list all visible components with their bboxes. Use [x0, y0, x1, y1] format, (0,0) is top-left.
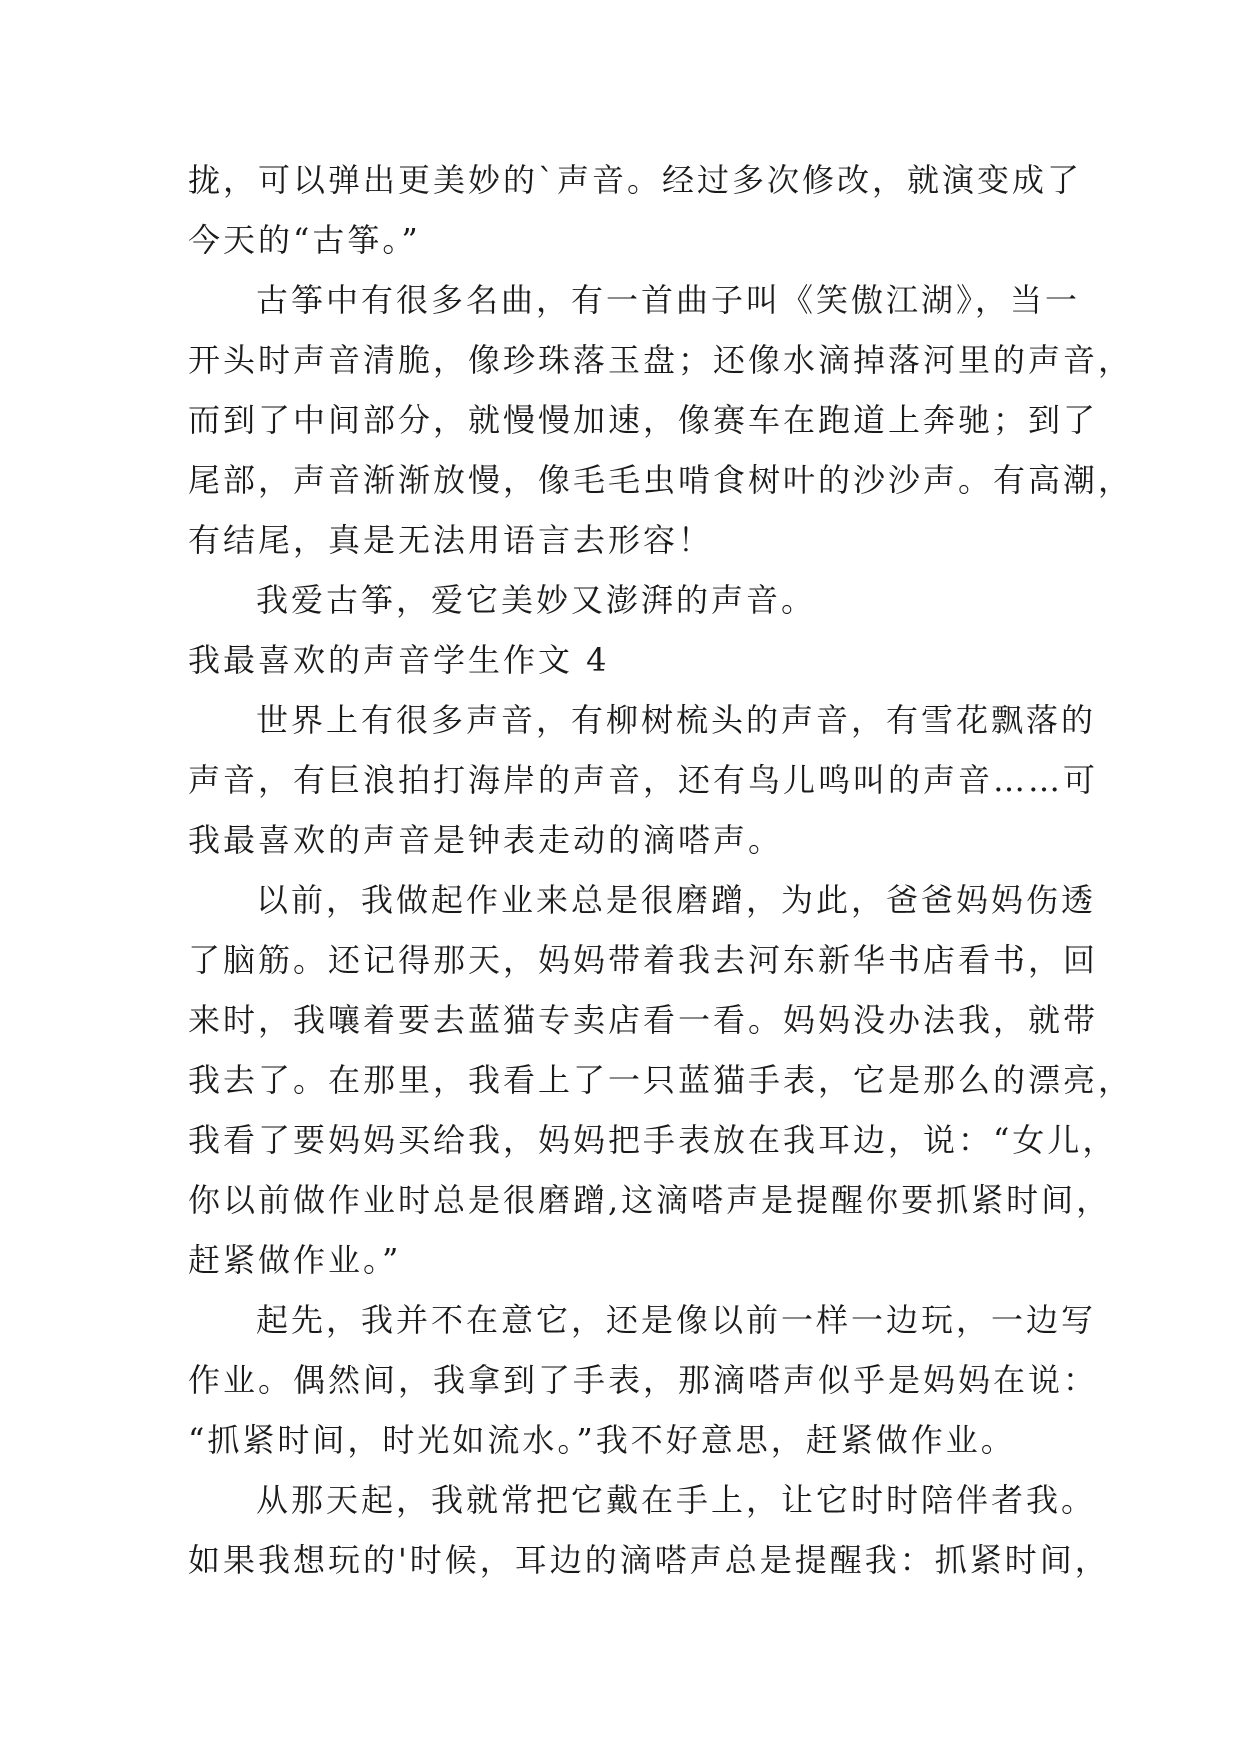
- text-line: 我爱古筝，爱它美妙又澎湃的声音。: [256, 581, 817, 619]
- text-line: 有结尾，真是无法用语言去形容！: [188, 521, 714, 559]
- text-line: 古筝中有很多名曲，有一首曲子叫《笑傲江湖》，当一: [256, 281, 1081, 319]
- text-line: 今天的“古筝。”: [188, 221, 421, 259]
- text-line: 而到了中间部分，就慢慢加速，像赛车在跑道上奔驰；到了: [188, 401, 1099, 439]
- text-line: 作业。偶然间，我拿到了手表，那滴嗒声似乎是妈妈在说：: [188, 1361, 1099, 1399]
- text-line: “抓紧时间，时光如流水。”我不好意思，赶紧做作业。: [188, 1421, 1016, 1459]
- text-line: 拢，可以弹出更美妙的`声音。经过多次修改，就演变成了: [188, 161, 1083, 199]
- text-line: 我看了要妈妈买给我，妈妈把手表放在我耳边，说：“女儿，: [188, 1121, 1118, 1159]
- text-line: 来时，我嚷着要去蓝猫专卖店看一看。妈妈没办法我，就带: [188, 1001, 1099, 1039]
- text-line: 以前，我做起作业来总是很磨蹭，为此，爸爸妈妈伤透: [256, 881, 1097, 919]
- document-body: [188, 150, 1134, 1590]
- text-line: 起先，我并不在意它，还是像以前一样一边玩，一边写: [256, 1301, 1097, 1339]
- text-line: 开头时声音清脆，像珍珠落玉盘；还像水滴掉落河里的声音，: [188, 341, 1134, 379]
- text-line: 声音，有巨浪拍打海岸的声音，还有鸟儿鸣叫的声音……可: [188, 761, 1099, 799]
- text-line: 尾部，声音渐渐放慢，像毛毛虫啃食树叶的沙沙声。有高潮，: [188, 461, 1134, 499]
- text-line: 世界上有很多声音，有柳树梳头的声音，有雪花飘落的: [256, 701, 1097, 739]
- text-line: 了脑筋。还记得那天，妈妈带着我去河东新华书店看书，回: [188, 941, 1099, 979]
- text-line: 你以前做作业时总是很磨蹭,这滴嗒声是提醒你要抓紧时间，: [188, 1181, 1112, 1219]
- text-line: 从那天起，我就常把它戴在手上，让它时时陪伴者我。: [256, 1481, 1097, 1519]
- text-line: 如果我想玩的'时候，耳边的滴嗒声总是提醒我：抓紧时间，: [188, 1541, 1110, 1579]
- section-heading: 我最喜欢的声音学生作文 4: [188, 641, 610, 679]
- text-line: 赶紧做作业。”: [188, 1241, 402, 1279]
- text-line: 我最喜欢的声音是钟表走动的滴嗒声。: [188, 821, 784, 859]
- text-line: 我去了。在那里，我看上了一只蓝猫手表，它是那么的漂亮，: [188, 1061, 1134, 1099]
